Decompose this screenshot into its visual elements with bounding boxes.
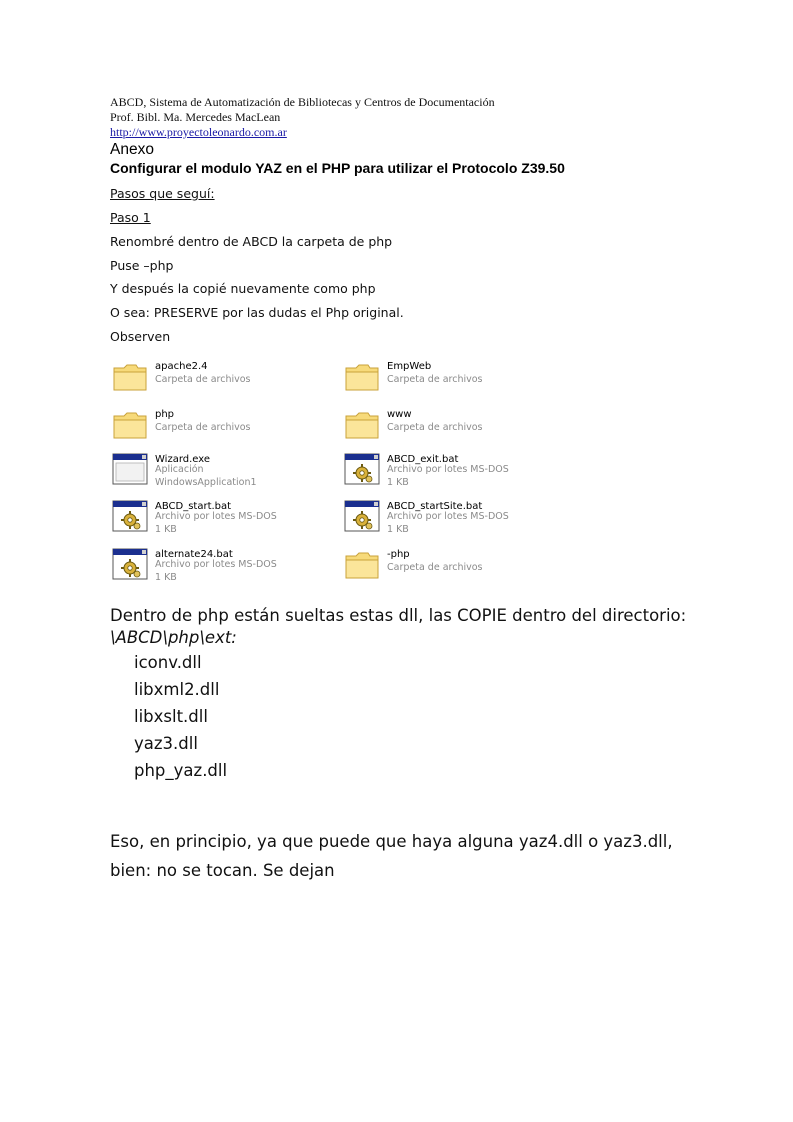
step-line: Y después la copié nuevamente como php — [110, 281, 376, 296]
folder-icon — [342, 406, 382, 442]
header-link[interactable]: http://www.proyectoleonardo.com.ar — [110, 125, 287, 139]
file-size: 1 KB — [155, 524, 177, 535]
closing-line: bien: no se tocan. Se dejan — [110, 861, 335, 880]
file-name: ABCD_startSite.bat — [387, 501, 483, 512]
dll-list-item: iconv.dll — [134, 653, 202, 672]
step-line: O sea: PRESERVE por las dudas el Php original. — [110, 305, 404, 320]
step-line: Puse –php — [110, 258, 174, 273]
application-window-icon — [110, 451, 150, 487]
file-type: Archivo por lotes MS-DOS — [155, 559, 277, 570]
file-item-wizard[interactable] — [110, 447, 310, 491]
file-item-apache[interactable] — [110, 354, 310, 398]
file-item-abcd-start[interactable] — [110, 494, 310, 538]
steps-intro: Pasos que seguí: — [110, 186, 215, 201]
dll-list-item: yaz3.dll — [134, 734, 198, 753]
file-name: php — [155, 409, 175, 420]
folder-icon — [110, 406, 150, 442]
file-name: apache2.4 — [155, 361, 208, 372]
step-line: Observen — [110, 329, 171, 344]
file-explorer-screenshot — [108, 352, 524, 588]
file-item-www[interactable] — [342, 402, 542, 446]
file-item-abcd-startsite[interactable] — [342, 494, 542, 538]
folder-icon — [110, 358, 150, 394]
folder-icon — [342, 546, 382, 582]
header-author: Prof. Bibl. Ma. Mercedes MacLean — [110, 110, 281, 124]
file-item-php[interactable] — [110, 402, 310, 446]
file-detail: WindowsApplication1 — [155, 477, 257, 488]
batch-file-icon — [110, 498, 150, 534]
file-type: Carpeta de archivos — [155, 422, 251, 433]
annex-heading: Anexo — [110, 141, 154, 158]
file-name: Wizard.exe — [155, 454, 211, 465]
file-name: ABCD_exit.bat — [387, 454, 459, 465]
file-type: Carpeta de archivos — [387, 422, 483, 433]
step-1-label: Paso 1 — [110, 210, 151, 225]
file-size: 1 KB — [155, 572, 177, 583]
batch-file-icon — [110, 546, 150, 582]
file-item-php-backup[interactable] — [342, 542, 542, 586]
file-item-empweb[interactable] — [342, 354, 542, 398]
document-header — [110, 95, 495, 140]
file-name: ABCD_start.bat — [155, 501, 232, 512]
dll-list-item: libxslt.dll — [134, 707, 208, 726]
dll-path: \ABCD\php\ext: — [110, 628, 237, 647]
step-line: Renombré dentro de ABCD la carpeta de php — [110, 234, 393, 249]
file-type: Carpeta de archivos — [155, 374, 251, 385]
file-type: Aplicación — [155, 464, 204, 475]
dll-intro: Dentro de php están sueltas estas dll, las COPIE dentro del directorio: — [110, 606, 687, 625]
file-size: 1 KB — [387, 477, 409, 488]
batch-file-icon — [342, 498, 382, 534]
file-type: Archivo por lotes MS-DOS — [387, 464, 509, 475]
file-name: EmpWeb — [387, 361, 432, 372]
file-type: Archivo por lotes MS-DOS — [155, 511, 277, 522]
batch-file-icon — [342, 451, 382, 487]
dll-list-item: libxml2.dll — [134, 680, 220, 699]
document-title: Configurar el modulo YAZ en el PHP para utilizar el Protocolo Z39.50 — [110, 160, 565, 176]
dll-list-item: php_yaz.dll — [134, 761, 228, 780]
file-name: www — [387, 409, 412, 420]
file-type: Carpeta de archivos — [387, 562, 483, 573]
file-type: Carpeta de archivos — [387, 374, 483, 385]
file-type: Archivo por lotes MS-DOS — [387, 511, 509, 522]
header-title: ABCD, Sistema de Automatización de Bibliotecas y Centros de Documentación — [110, 95, 495, 109]
file-name: -php — [387, 549, 410, 560]
file-size: 1 KB — [387, 524, 409, 535]
closing-line: Eso, en principio, ya que puede que haya alguna yaz4.dll o yaz3.dll, — [110, 832, 673, 851]
file-item-abcd-exit[interactable] — [342, 447, 542, 491]
file-name: alternate24.bat — [155, 549, 233, 560]
folder-icon — [342, 358, 382, 394]
file-item-alternate24[interactable] — [110, 542, 310, 586]
